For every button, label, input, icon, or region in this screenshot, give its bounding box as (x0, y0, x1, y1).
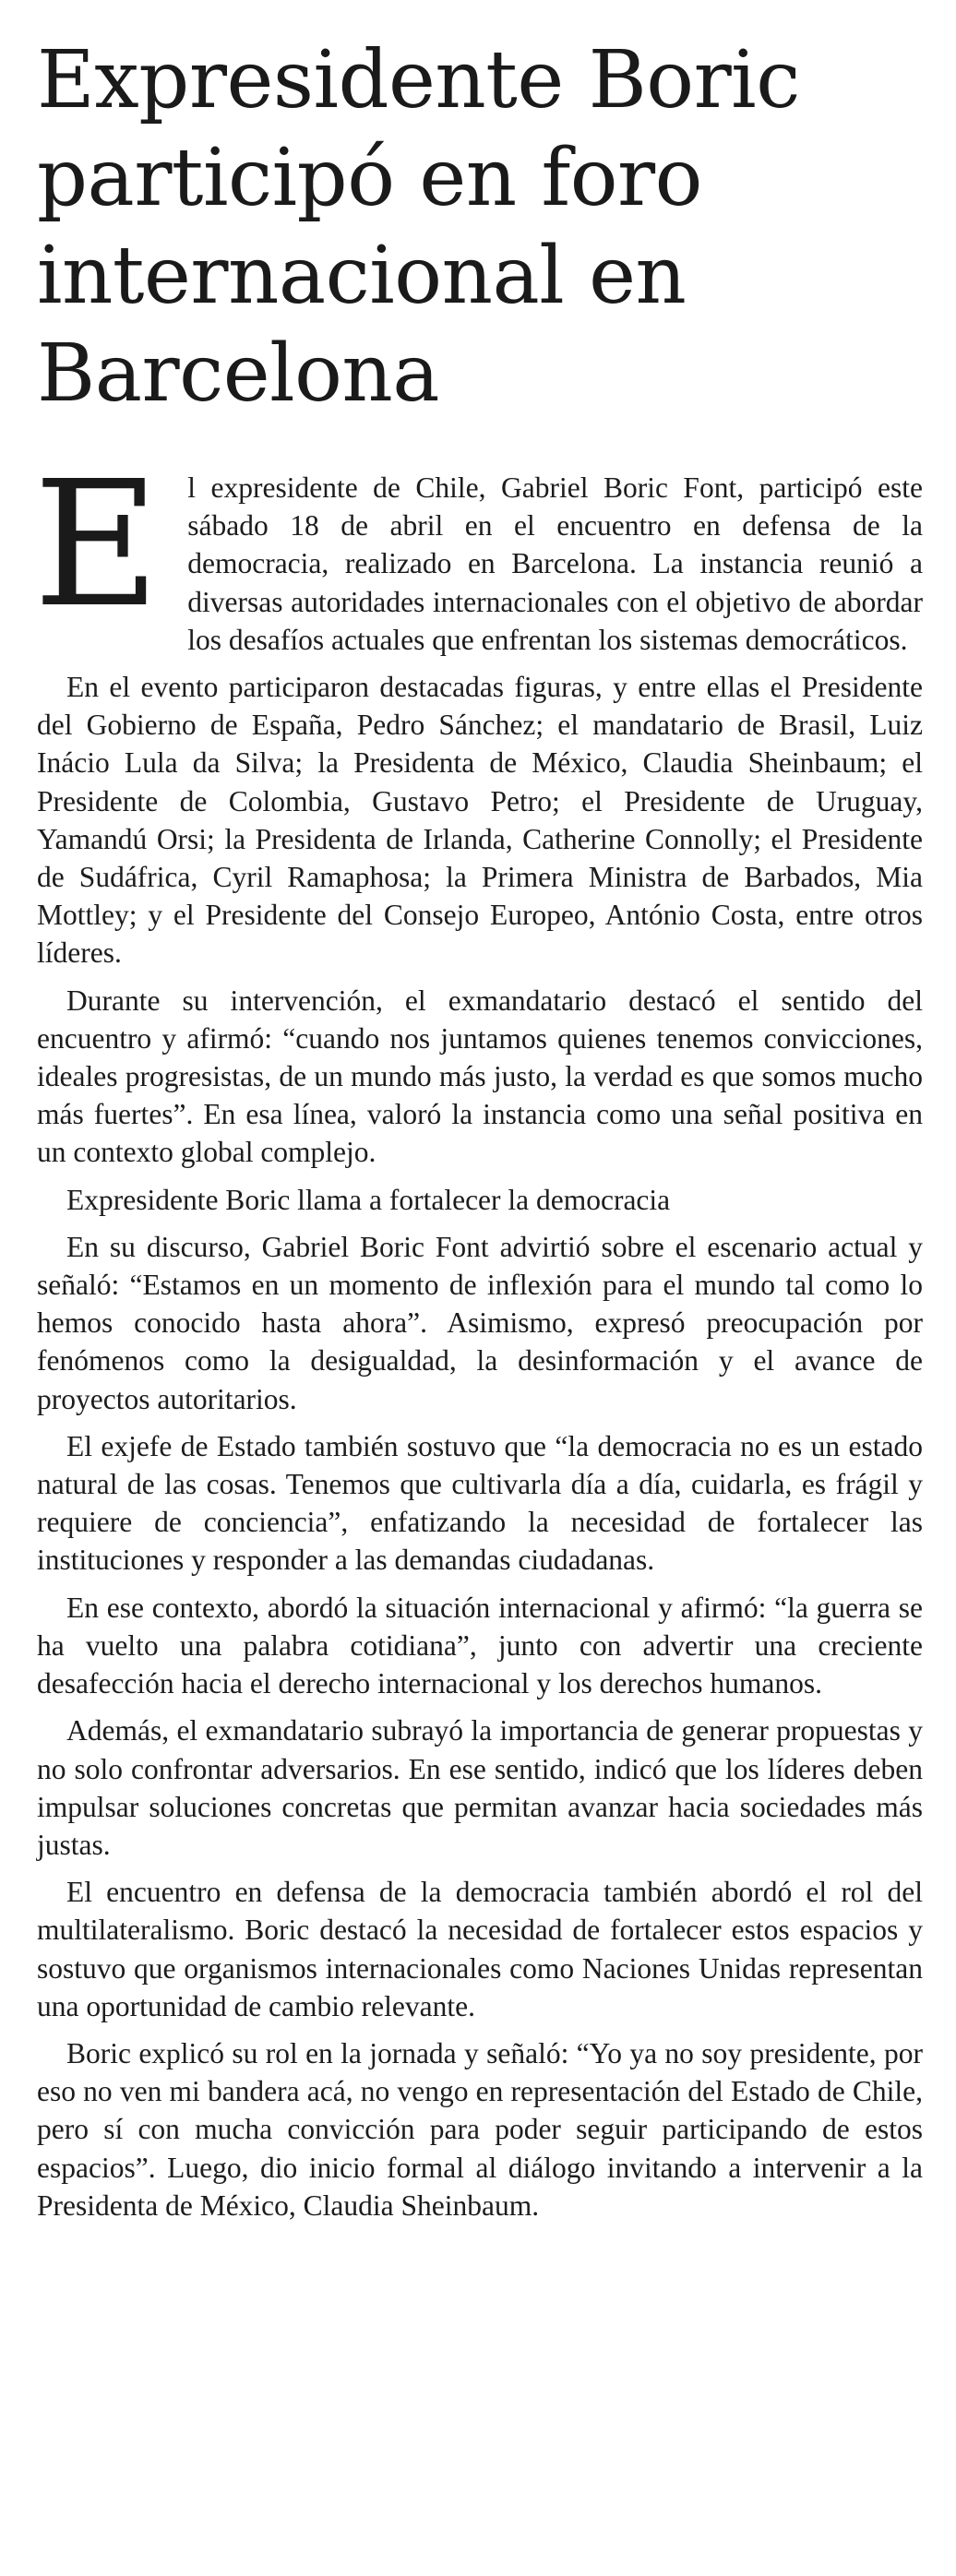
drop-cap: E (33, 444, 161, 646)
article-headline: Expresidente Boric participó en foro internacional en Barcelona (37, 34, 800, 420)
body-paragraph: El encuentro en defensa de la democracia también abordó el rol del multilateralismo. Boric destacó la necesidad de fortalecer estos espacios y sostuvo que organismos internacionales como Naciones Unidas representan una oportunidad de cambio relevante. (37, 1876, 923, 2022)
article-subheading: Expresidente Boric llama a fortalecer la democracia (66, 1183, 671, 1216)
body-paragraph: El exjefe de Estado también sostuvo que “la democracia no es un estado natural de las cosas. Tenemos que cultivarla día a día, cuidarla, es frágil y requiere de conciencia”, enfatizando la necesidad de fortalecer las instituciones y responder a las demandas ciudadanas. (37, 1429, 923, 1577)
body-paragraph: Durante su intervención, el exmandatario destacó el sentido del encuentro y afirmó: “cuando nos juntamos quienes tenemos convicciones, ideales progresistas, de un mundo más justo, la verdad es que somos mucho más fuertes”. En esa línea, valoró la instancia como una señal positiva en un contexto global complejo. (37, 984, 923, 1169)
body-paragraph: En su discurso, Gabriel Boric Font advirtió sobre el escenario actual y señaló: “Estamos en un momento de inflexión para el mundo tal como lo hemos conocido hasta ahora”. Asimismo, expresó preocupación por fenómenos como la desigualdad, la desinformación y el avance de proyectos autoritarios. (37, 1230, 923, 1415)
body-paragraph: En el evento participaron destacadas figuras, y entre ellas el Presidente del Gobierno de España, Pedro Sánchez; el mandatario de Brasil, Luiz Inácio Lula da Silva; la Presidenta de México, Claudia Sheinbaum; el Presidente de Colombia, Gustavo Petro; el Presidente de Uruguay, Yamandú Orsi; la Presidenta de Irlanda, Catherine Connolly; el Presidente de Sudáfrica, Cyril Ramaphosa; la Primera Ministra de Barbados, Mia Mottley; y el Presidente del Consejo Europeo, António Costa, entre otros líderes. (37, 671, 923, 970)
lead-text: l expresidente de Chile, Gabriel Boric Font, participó este sábado 18 de abril en el encuentro en defensa de la democracia, realizado en Barcelona. La instancia reunió a diversas autoridades internacionales con el objetivo de abordar los desafíos actuales que enfrentan los sistemas democráticos. (187, 471, 923, 656)
article (33, 0, 923, 2234)
article-body (33, 444, 923, 2224)
body-paragraph: Además, el exmandatario subrayó la importancia de generar propuestas y no solo confrontar adversarios. En ese sentido, indicó que los líderes deben impulsar soluciones concretas que permitan avanzar hacia sociedades más justas. (37, 1714, 923, 1861)
body-paragraph: En ese contexto, abordó la situación internacional y afirmó: “la guerra se ha vuelto una palabra cotidiana”, junto con advertir una creciente desafección hacia el derecho internacional y los derechos humanos. (37, 1591, 923, 1700)
body-paragraph: Boric explicó su rol en la jornada y señaló: “Yo ya no soy presidente, por eso no ven mi bandera acá, no vengo en representación del Estado de Chile, pero sí con mucha convicción para poder seguir participando de estos espacios”. Luego, dio inicio formal al diálogo invitando a intervenir a la Presidenta de México, Claudia Sheinbaum. (37, 2036, 923, 2222)
lead-paragraph (33, 444, 923, 659)
